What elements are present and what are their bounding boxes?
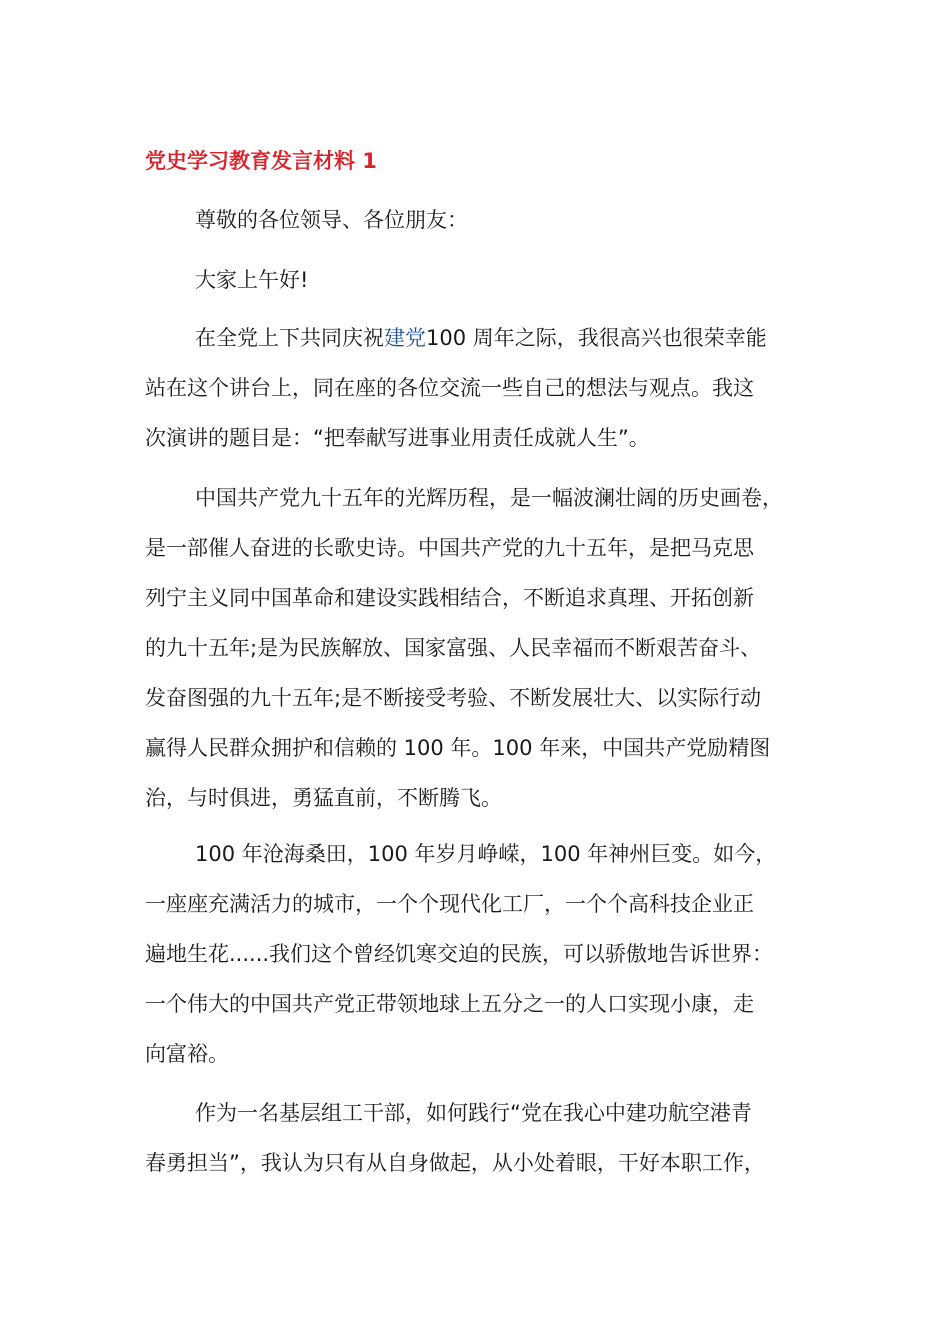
paragraph-1: [145, 313, 815, 463]
paragraph-line: 治，与时俱进，勇猛直前，不断腾飞。: [145, 786, 502, 810]
paragraph-line: 春勇担当”，我认为只有从自身做起，从小处着眼，干好本职工作，: [145, 1151, 765, 1175]
paragraph-line: 是一部催人奋进的长歌史诗。中国共产党的九十五年，是把马克思: [145, 536, 754, 560]
paragraph-line: 一座座充满活力的城市，一个个现代化工厂，一个个高科技企业正: [145, 892, 754, 916]
salutation-paragraph: [145, 255, 815, 305]
paragraph-line: 遍地生花......我们这个曾经饥寒交迫的民族，可以骄傲地告诉世界：: [145, 942, 774, 966]
paragraph-2: [145, 473, 815, 823]
greeting-text: 尊敬的各位领导、各位朋友：: [195, 208, 468, 232]
party-link[interactable]: 建党: [384, 326, 426, 350]
paragraph-line: 赢得人民群众拥护和信赖的 100 年。100 年来，中国共产党励精图: [145, 736, 771, 760]
salutation-text: 大家上午好!: [195, 268, 309, 292]
paragraph-line: 中国共产党九十五年的光辉历程，是一幅波澜壮阔的历史画卷，: [195, 486, 783, 510]
paragraph-4: [145, 1088, 815, 1188]
paragraph-line: [145, 313, 815, 363]
paragraph-line: 发奋图强的九十五年;是不断接受考验、不断发展壮大、以实际行动: [145, 686, 762, 710]
paragraph-line: 的九十五年;是为民族解放、国家富强、人民幸福而不断艰苦奋斗、: [145, 636, 762, 660]
document-title: 党史学习教育发言材料 1: [145, 149, 377, 173]
paragraph-line: 列宁主义同中国革命和建设实践相结合，不断追求真理、开拓创新: [145, 586, 754, 610]
paragraph-3: [145, 829, 815, 1079]
paragraph-line: 向富裕。: [145, 1042, 229, 1066]
paragraph-line: 次演讲的题目是：“把奉献写进事业用责任成就人生”。: [145, 426, 650, 450]
paragraph-line: 100 年沧海桑田，100 年岁月峥嵘，100 年神州巨变。如今，: [195, 842, 777, 866]
paragraph-line: 一个伟大的中国共产党正带领地球上五分之一的人口实现小康，走: [145, 992, 754, 1016]
text-segment: 100 周年之际，我很高兴也很荣幸能: [426, 326, 767, 350]
greeting-paragraph: [145, 195, 815, 245]
paragraph-line: 站在这个讲台上，同在座的各位交流一些自己的想法与观点。我这: [145, 376, 754, 400]
paragraph-line: 作为一名基层组工干部，如何践行“党在我心中建功航空港青: [195, 1101, 752, 1125]
text-segment: 在全党上下共同庆祝: [195, 326, 384, 350]
